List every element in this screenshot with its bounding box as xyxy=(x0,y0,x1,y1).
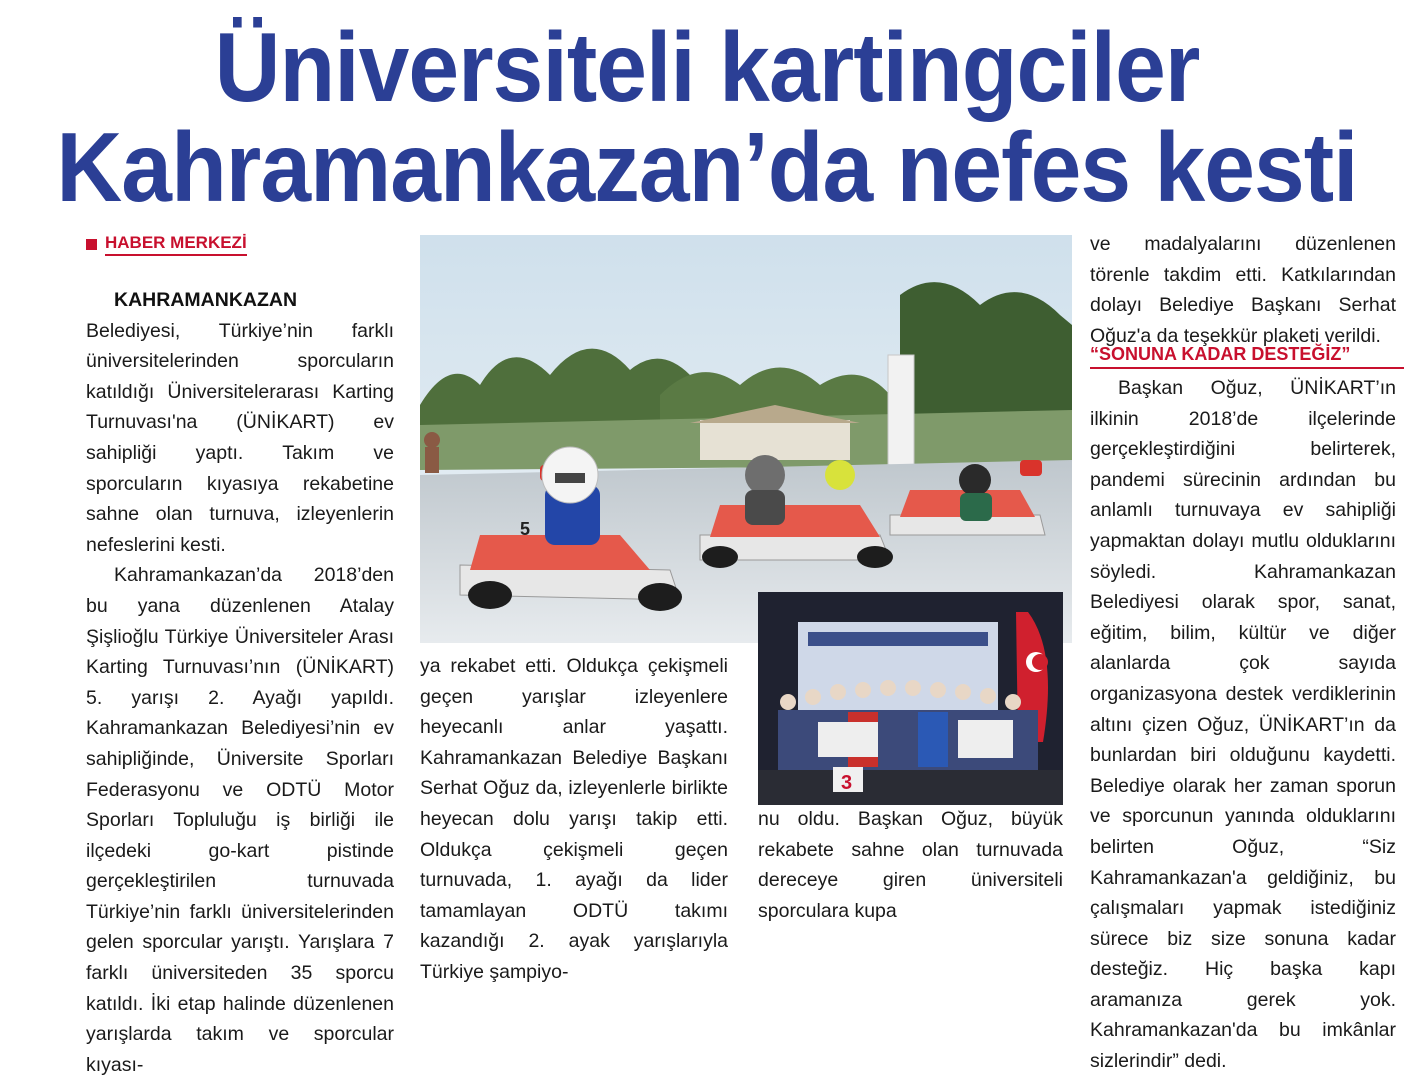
paragraph-1-rest: Belediyesi, Türkiye’nin farklı üniversitelerinden sporcuların katıldığı Üniversitelerarası Karting Turnuvası'na (ÜNİKART) ev sahipliği yaptı. Takım ve sporcuların kıyasıya rekabetine sahne olan turnuva, izleyenlerin nefeslerini kesti. xyxy=(86,319,394,556)
byline-square-icon xyxy=(86,239,97,250)
subheading: “SONUNA KADAR DESTEĞİZ” xyxy=(1090,344,1404,369)
podium-illustration xyxy=(758,592,1063,805)
article-column-4 xyxy=(1090,229,1396,351)
paragraph-3: ya rekabet etti. Oldukça çekişmeli geçen yarışlar izleyenlere heyecanlı anlar yaşattı. Kahramankazan Belediye Başkanı Serhat Oğuz da, izleyenlerle birlikte heyecan dolu yarışı takip etti. Oldukça çekişmeli geçen turnuvada, 1. ayağı da lider tamamlayan ODTÜ takımı kazandığı 2. ayak yarışlarıyla Türkiye şampiyo- xyxy=(420,655,728,983)
headline-line-2: Kahramankazan’da nefes kesti xyxy=(56,112,1358,222)
kart-number: 5 xyxy=(520,519,531,539)
article-column-2 xyxy=(420,651,728,988)
lead-word: KAHRAMANKAZAN xyxy=(114,289,298,311)
karting-race-photo xyxy=(420,235,1072,643)
podium-number: 3 xyxy=(841,772,853,794)
byline xyxy=(86,233,247,256)
paragraph-4: nu oldu. Başkan Oğuz, büyük rekabete sahne olan turnuvada dereceye giren üniversiteli sporculara kupa xyxy=(758,808,1063,922)
karting-race-illustration xyxy=(420,235,1072,643)
article-column-4-continued xyxy=(1090,373,1396,1077)
paragraph-2: Kahramankazan’da 2018’den bu yana düzenlenen Atalay Şişlioğlu Türkiye Üniversiteler Arası Karting Turnuvası’nın (ÜNİKART) 5. yarışı 2. Ayağı yapıldı. Kahramankazan Belediyesi’nin ev sahipliğinde, Üniversite Sporları Federasyonu ve ODTÜ Motor Sporları Topluluğu iş birliği ile ilçedeki go-kart pistinde gerçekleştirilen turnuvada Türkiye’nin farklı üniversitelerinden gelen sporcular yarıştı. Yarışlara 7 farklı üniversiteden 35 sporcu katıldı. İki etap halinde düzenlenen yarışlarda takım ve sporcular kıyası- xyxy=(86,564,394,1076)
podium-ceremony-photo xyxy=(758,592,1063,805)
paragraph-5: ve madalyalarını düzenlenen törenle takdim etti. Katkılarından dolayı Belediye Başkanı Serhat Oğuz'a da teşekkür plaketi verildi. xyxy=(1090,233,1396,347)
headline-line-1: Üniversiteli kartingciler xyxy=(214,12,1200,122)
article-column-3 xyxy=(758,804,1063,926)
byline-text: HABER MERKEZİ xyxy=(105,233,247,256)
article-column-1 xyxy=(86,285,394,1080)
paragraph-6: Başkan Oğuz, ÜNİKART’ın ilkinin 2018’de ilçelerinde gerçekleştirdiğini belirterek, pandemi sürecinin ardından bu anlamlı turnuvaya ev sahipliği yapmaktan dolayı mutlu olduklarını söyledi. Kahramankazan Belediyesi olarak spor, sanat, eğitim, bilim, kültür ve diğer alanlarda çok sayıda organizasyona destek verdiklerinin altını çizen Oğuz, ÜNİKART’ın da bunlardan biri olduğunu kaydetti. Belediye olarak her zaman sporun ve sporcunun yanında olduklarını belirten Oğuz, “Siz Kahramankazan'a geldiğiniz, bu çalışmaları yapmak istediğiniz sürece biz size sonuna kadar desteğiz. Hiç başka kapı aramanıza gerek yok. Kahramankazan'da bu imkânlar sizlerindir” dedi. xyxy=(1090,377,1396,1073)
paragraph-1 xyxy=(86,285,394,560)
